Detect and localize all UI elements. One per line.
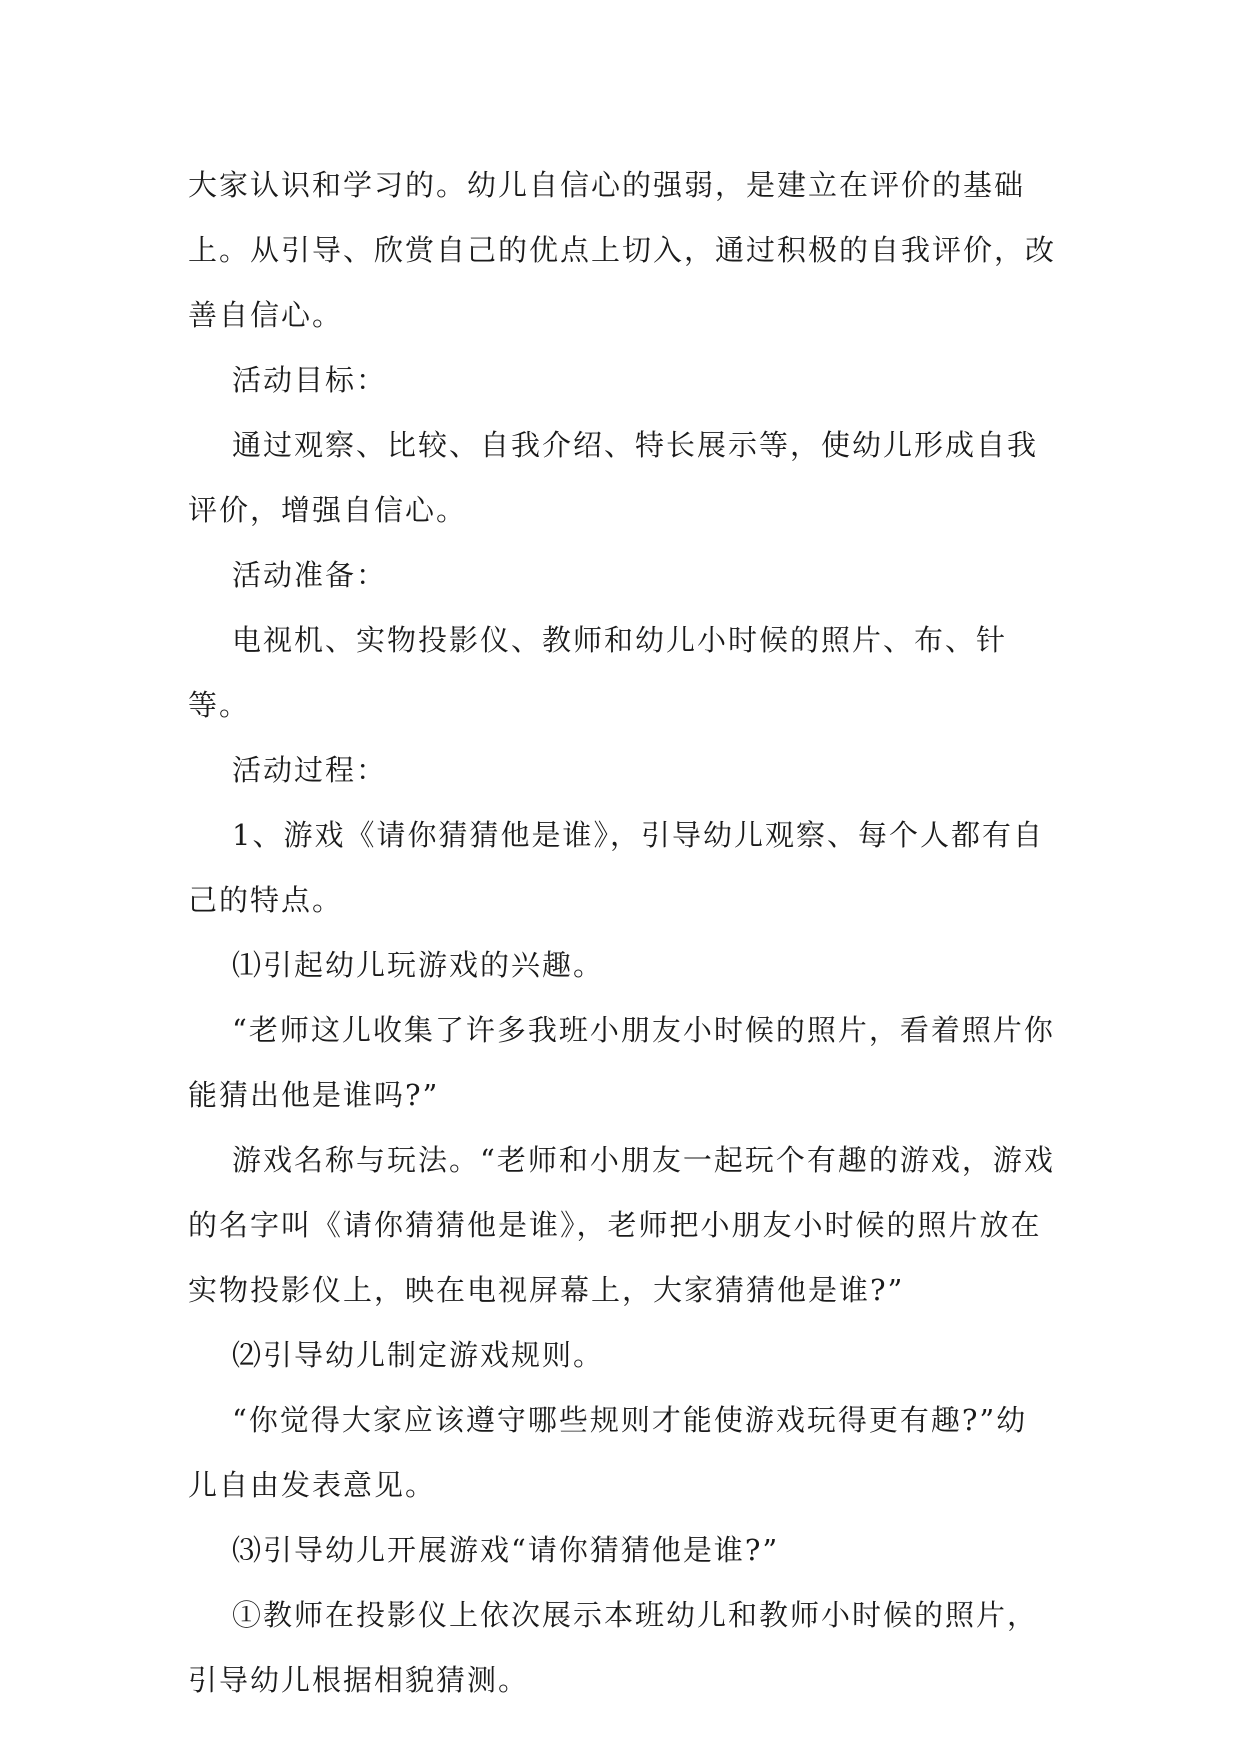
paragraph-teacher-quote-2: “你觉得大家应该遵守哪些规则才能使游戏玩得更有趣?”幼儿自由发表意见。 (188, 1403, 1028, 1502)
paragraph-step-1-3: ⑶引导幼儿开展游戏“请你猜猜他是谁?” (232, 1533, 780, 1567)
paragraph-intro-continued: 大家认识和学习的。幼儿自信心的强弱，是建立在评价的基础上。从引导、欣赏自己的优点上切入，通过积极的自我评价，改善自信心。 (188, 168, 1057, 332)
paragraph-teacher-quote-1: “老师这儿收集了许多我班小朋友小时候的照片，看着照片你能猜出他是谁吗?” (188, 1013, 1055, 1112)
paragraph-step-1-2: ⑵引导幼儿制定游戏规则。 (232, 1338, 605, 1372)
paragraph-step-1: 1、游戏《请你猜猜他是谁》，引导幼儿观察、每个人都有自己的特点。 (188, 818, 1044, 917)
heading-activity-preparation: 活动准备： (232, 558, 388, 592)
paragraph-activity-preparation: 电视机、实物投影仪、教师和幼儿小时候的照片、布、针等。 (188, 623, 1008, 722)
heading-activity-goals: 活动目标： (232, 363, 388, 397)
paragraph-step-1-3-a: ①教师在投影仪上依次展示本班幼儿和教师小时候的照片，引导幼儿根据相貌猜测。 (188, 1598, 1039, 1697)
paragraph-activity-goals: 通过观察、比较、自我介绍、特长展示等，使幼儿形成自我评价，增强自信心。 (188, 428, 1039, 527)
heading-activity-process: 活动过程： (232, 753, 388, 787)
paragraph-step-1-1: ⑴引起幼儿玩游戏的兴趣。 (232, 948, 605, 982)
paragraph-game-rules-intro: 游戏名称与玩法。“老师和小朋友一起玩个有趣的游戏，游戏的名字叫《请你猜猜他是谁》，老师把小朋友小时候的照片放在实物投影仪上，映在电视屏幕上，大家猜猜他是谁?” (188, 1143, 1055, 1307)
document-body (188, 153, 1058, 1713)
